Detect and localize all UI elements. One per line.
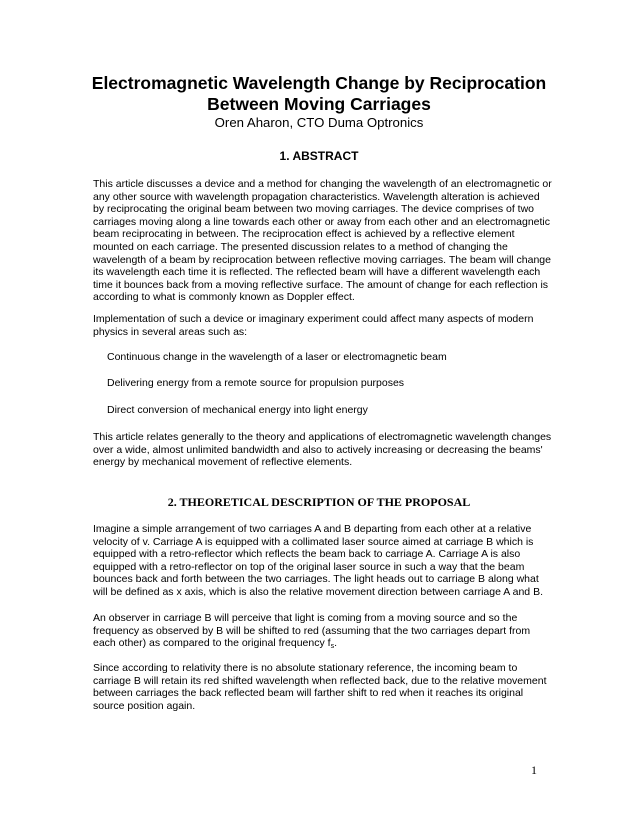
theory-paragraph-2 [93,612,553,654]
abstract-paragraph-1: This article discusses a device and a method for changing the wavelength of an electromagnetic or any other source with wavelength propagation characteristics. Wavelength alteration is achieved by reciprocating the original beam between two moving carriages. The device comprises of two carriages moving along a line towards each other or away from each other and an electromagnetic beam reciprocating in between. The reciprocation effect is achieved by a reflective element mounted on each carriage. The presented discussion relates to a method of changing the wavelength of a beam by reciprocation between reflective moving carriages. The beam will change its wavelength each time it is reflected. The reflected beam will have a different wavelength each time it bounces back from a moving reflective surface. The amount of change for each reflection is according to what is commonly known as Doppler effect. [93,178,552,304]
section-heading-theory: 2. THEORETICAL DESCRIPTION OF THE PROPOSAL [167,495,471,509]
theory-paragraph-2-end: . [334,637,337,650]
application-item: Direct conversion of mechanical energy into light energy [107,404,368,416]
application-item: Delivering energy from a remote source for propulsion purposes [107,377,405,389]
author-line: Oren Aharon, CTO Duma Optronics [214,115,424,130]
theory-paragraph-3: Since according to relativity there is no absolute stationary reference, the incoming beam to carriage B will retain its red shifted wavelength when reflected back, due to the relative movement between carriages the back reflected beam will farther shift to red when it reaches its original source position again. [93,662,547,712]
abstract-paragraph-3: This article relates generally to the theory and applications of electromagnetic wavelength changes over a wide, almost unlimited bandwidth and also to actively increasing or decreasing the beams' energy by mechanical movement of reflective elements. [93,431,552,469]
page-number: 1 [531,763,537,777]
theory-paragraph-1: Imagine a simple arrangement of two carriages A and B departing from each other at a relative velocity of v. Carriage A is equipped with a collimated laser source aimed at carriage B which is equipped with a retro-reflector which reflects the beam back to carriage A. Carriage A is also equipped with a retro-reflector on top of the original laser source in such a way that the beam bounces back and forth between the two carriages. The light heads out to carriage B along what will be defined as x axis, which is also the relative movement direction between carriage A and B. [93,523,543,598]
theory-paragraph-2-text: An observer in carriage B will perceive that light is coming from a moving source and so the frequency as observed by B will be shifted to red (assuming that the two carriages depart from each other) as compared to the original frequency f [93,612,531,650]
section-heading-abstract: 1. ABSTRACT [279,149,359,163]
paper-title: Electromagnetic Wavelength Change by Reciprocation Between Moving Carriages [91,73,547,114]
application-item: Continuous change in the wavelength of a laser or electromagnetic beam [107,351,447,363]
frequency-subscript: s [330,643,335,651]
abstract-paragraph-2: Implementation of such a device or imaginary experiment could affect many aspects of modern physics in several areas such as: [93,313,534,338]
